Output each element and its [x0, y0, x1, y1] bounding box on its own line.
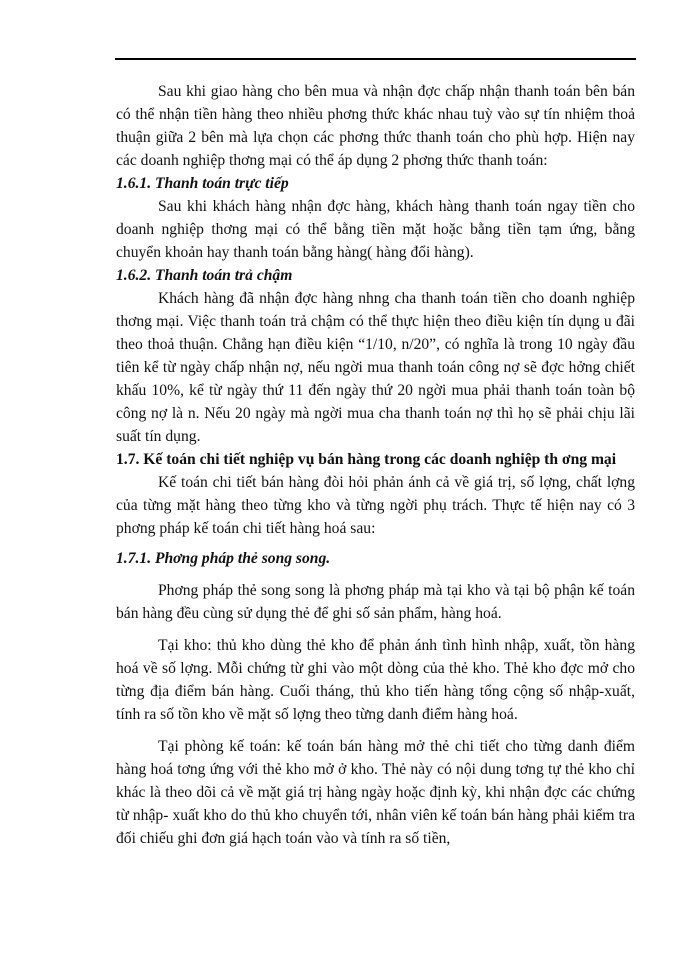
heading-1-6-2: 1.6.2. Thanh toán trả chậm [116, 267, 293, 284]
paragraph-deferred-payment: Khách hàng đã nhận đợc hàng nhng cha thanh toán tiền cho doanh nghiệp thơng mại. Việc thanh toán trả chậm có thể thực hiện theo điều kiện tín dụng u đãi theo thoả thuận. Chẳng hạn điều kiện “1/10, n/20”, có nghĩa là trong 10 ngày đầu tiên kể từ ngày chấp nhận nợ, nếu ngời mua thanh toán công nợ sẽ đợc hởng chiết khấu 10%, kể từ ngày thứ 11 đến ngày thứ 20 ngời mua phải thanh toán toàn bộ công nợ là n. Nếu 20 ngày mà ngời mua cha thanh toán nợ thì họ sẽ phải chịu lãi suất tín dụng. [116, 290, 635, 445]
document-body [116, 80, 635, 850]
heading-1-6-1: 1.6.1. Thanh toán trực tiếp [116, 175, 289, 192]
heading-1-7-1: 1.7.1. Phơng pháp thẻ song song. [116, 550, 331, 567]
header-rule [115, 58, 636, 60]
paragraph-direct-payment: Sau khi khách hàng nhận đợc hàng, khách hàng thanh toán ngay tiền cho doanh nghiệp thơng mại có thể bằng tiền mặt hoặc bằng tiền tạm ứng, bằng chuyển khoản hay thanh toán bằng hàng( hàng đổi hàng). [116, 198, 635, 261]
paragraph-detail-accounting: Kế toán chi tiết bán hàng đòi hỏi phản ánh cả về giá trị, số lợng, chất lợng của từng mặt hàng theo từng kho và từng ngời phụ trách. Thực tế hiện nay có 3 phơng pháp kế toán chi tiết hàng hoá sau: [116, 474, 635, 537]
paragraph-parallel-method: Phơng pháp thẻ song song là phơng pháp mà tại kho và tại bộ phận kế toán bán hàng đều cùng sử dụng thẻ để ghi số sản phẩm, hàng hoá. [116, 582, 635, 622]
paragraph-intro: Sau khi giao hàng cho bên mua và nhận đợc chấp nhận thanh toán bên bán có thể nhận tiền hàng theo nhiều phơng thức khác nhau tuỳ vào sự tín nhiệm thoả thuận giữa 2 bên mà lựa chọn các phơng thức thanh toán cho phù hợp. Hiện nay các doanh nghiệp thơng mại có thể áp dụng 2 phơng thức thanh toán: [116, 83, 635, 169]
paragraph-at-warehouse: Tại kho: thủ kho dùng thẻ kho để phản ánh tình hình nhập, xuất, tồn hàng hoá về số lợng. Mỗi chứng từ ghi vào một dòng của thẻ kho. Thẻ kho đợc mở cho từng địa điểm bán hàng. Cuối tháng, thủ kho tiến hàng tổng cộng số nhập-xuất, tính ra số tồn kho về mặt số lợng theo từng danh điểm hàng hoá. [116, 637, 635, 723]
paragraph-at-accounting: Tại phòng kế toán: kế toán bán hàng mở thẻ chi tiết cho từng danh điểm hàng hoá tơng ứng với thẻ kho mở ở kho. Thẻ này có nội dung tơng tự thẻ kho chỉ khác là theo dõi cả về mặt giá trị hàng ngày hoặc định kỳ, khi nhận đợc các chứng từ nhập- xuất kho do thủ kho chuyển tới, nhân viên kế toán bán hàng phải kiểm tra đối chiếu ghi đơn giá hạch toán vào và tính ra số tiền, [116, 738, 635, 847]
heading-1-7: 1.7. Kế toán chi tiết nghiệp vụ bán hàng trong các doanh nghiệp th ơng mại [116, 451, 617, 468]
